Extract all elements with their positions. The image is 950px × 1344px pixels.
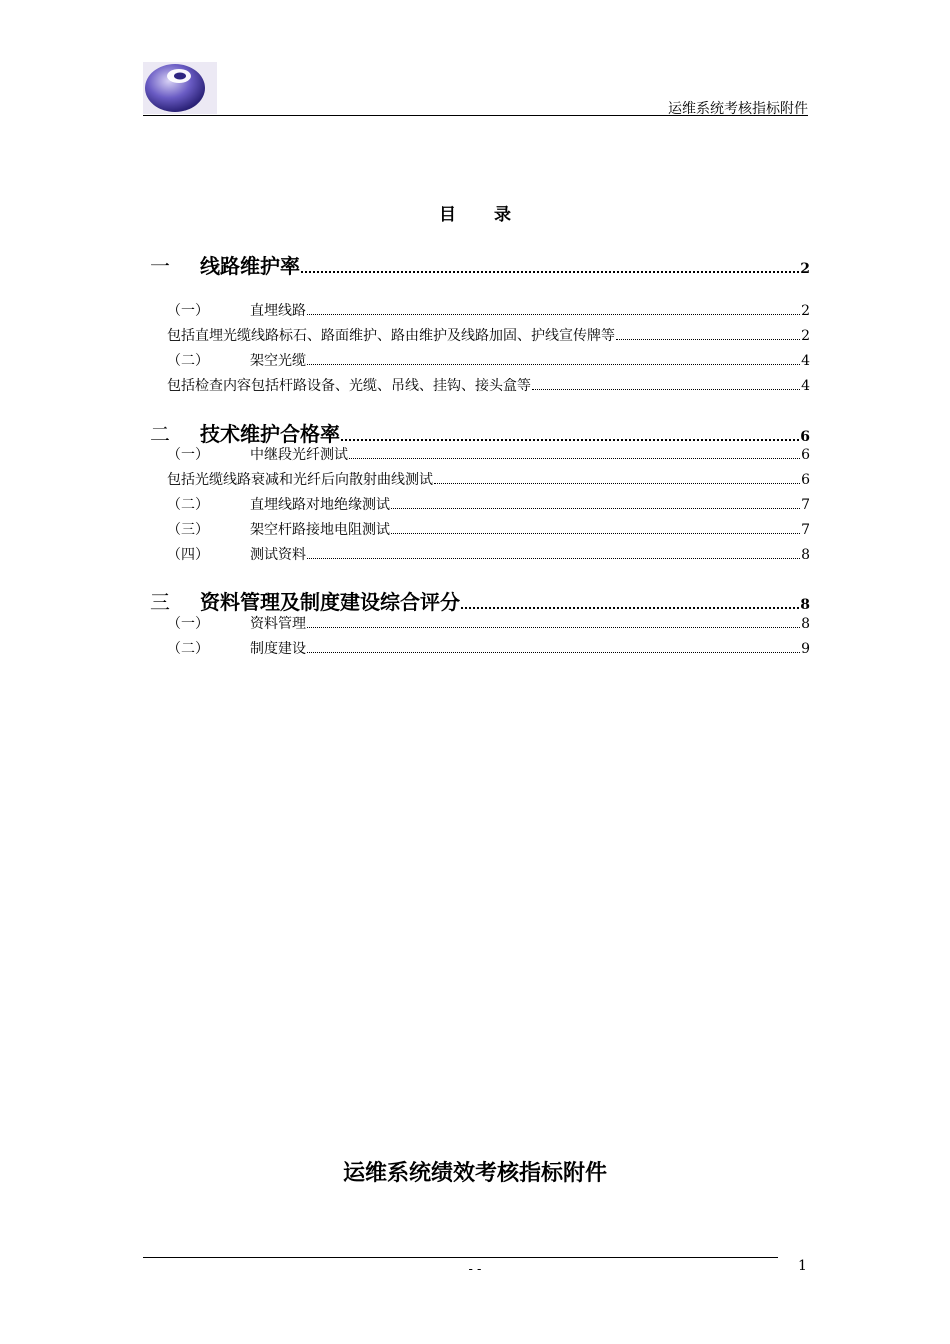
- toc-dot-leader: [301, 271, 799, 273]
- toc-entry-label: 线路维护率: [200, 254, 300, 278]
- toc-entry-label: 直埋线路: [250, 303, 306, 319]
- company-logo: [143, 62, 217, 114]
- toc-dot-leader: [341, 439, 799, 441]
- header-title: 运维系统考核指标附件: [668, 101, 808, 117]
- toc-entry-label: 制度建设: [250, 641, 306, 657]
- toc-entry[interactable]: [150, 586, 810, 615]
- toc-entry[interactable]: [167, 519, 810, 539]
- toc-entry-label: 测试资料: [250, 547, 306, 563]
- toc-entry-page: 2: [801, 303, 810, 319]
- toc-dot-leader: [307, 558, 800, 559]
- toc-entry-page: 7: [801, 522, 810, 538]
- toc-entry-page: 6: [801, 472, 810, 488]
- toc-dot-leader: [391, 508, 800, 509]
- toc-entry[interactable]: [167, 638, 810, 658]
- toc-dot-leader: [532, 389, 800, 390]
- toc-entry[interactable]: [167, 544, 810, 564]
- toc-entry[interactable]: [150, 418, 810, 447]
- toc-title-char-2: 录: [494, 205, 511, 225]
- toc-dot-leader: [349, 458, 800, 459]
- toc-entry-label: 资料管理: [250, 616, 306, 632]
- toc-entry-number: （二）: [167, 641, 209, 657]
- toc-entry-number: （三）: [167, 522, 209, 538]
- header-divider: [143, 115, 808, 116]
- toc-entry-label: 包括直埋光缆线路标石、路面维护、路由维护及线路加固、护线宣传牌等: [167, 328, 615, 344]
- toc-entry-page: 8: [801, 616, 810, 632]
- toc-entry-label: 包括光缆线路衰减和光纤后向散射曲线测试: [167, 472, 433, 488]
- toc-entry-page: 7: [801, 497, 810, 513]
- toc-dot-leader: [307, 652, 800, 653]
- toc-entry-number: （二）: [167, 497, 209, 513]
- toc-entry[interactable]: [167, 613, 810, 633]
- toc-entry-number: 一: [150, 254, 170, 278]
- toc-entry[interactable]: [167, 469, 810, 489]
- toc-title: [0, 200, 950, 225]
- toc-dot-leader: [307, 314, 800, 315]
- toc-entry-page: 2: [801, 328, 810, 344]
- toc-entry[interactable]: [167, 494, 810, 514]
- document-main-title: 运维系统绩效考核指标附件: [342, 1161, 607, 1186]
- footer-divider: [143, 1257, 778, 1258]
- toc-entry-page: 8: [800, 597, 810, 613]
- toc-entry-page: 6: [800, 429, 810, 445]
- toc-entry-number: 二: [150, 422, 170, 446]
- toc-entry-label: 直埋线路对地绝缘测试: [250, 497, 390, 513]
- toc-entry-label: 架空光缆: [250, 353, 306, 369]
- toc-entry[interactable]: [167, 325, 810, 345]
- toc-entry-number: （一）: [167, 447, 209, 463]
- toc-entry[interactable]: [167, 444, 810, 464]
- toc-entry-page: 6: [801, 447, 810, 463]
- toc-dot-leader: [616, 339, 800, 340]
- toc-entry-page: 4: [801, 353, 810, 369]
- toc-entry-page: 8: [801, 547, 810, 563]
- toc-entry-number: （一）: [167, 303, 209, 319]
- toc-dot-leader: [307, 627, 800, 628]
- toc-entry-page: 2: [800, 261, 810, 277]
- toc-entry-page: 9: [801, 641, 810, 657]
- toc-entry[interactable]: [167, 300, 810, 320]
- page-number: 1: [798, 1258, 807, 1274]
- toc-entry[interactable]: [167, 350, 810, 370]
- toc-entry-label: 包括检查内容包括杆路设备、光缆、吊线、挂钩、接头盒等: [167, 378, 531, 394]
- toc-entry-number: （二）: [167, 353, 209, 369]
- toc-entry-label: 中继段光纤测试: [250, 447, 348, 463]
- toc-entry-label: 架空杆路接地电阻测试: [250, 522, 390, 538]
- toc-entry[interactable]: [167, 375, 810, 395]
- toc-dot-leader: [391, 533, 800, 534]
- toc-dot-leader: [307, 364, 800, 365]
- toc-entry-label: 资料管理及制度建设综合评分: [200, 590, 460, 614]
- toc-dot-leader: [434, 483, 800, 484]
- toc-entry-label: 技术维护合格率: [200, 422, 340, 446]
- toc-entry-number: 三: [150, 590, 170, 614]
- toc-title-char-1: 目: [439, 205, 456, 225]
- toc-entry[interactable]: [150, 250, 810, 279]
- toc-entry-number: （四）: [167, 547, 209, 563]
- footer-dash: - -: [468, 1262, 482, 1277]
- toc-entry-page: 4: [801, 378, 810, 394]
- toc-entry-number: （一）: [167, 616, 209, 632]
- toc-dot-leader: [461, 607, 799, 609]
